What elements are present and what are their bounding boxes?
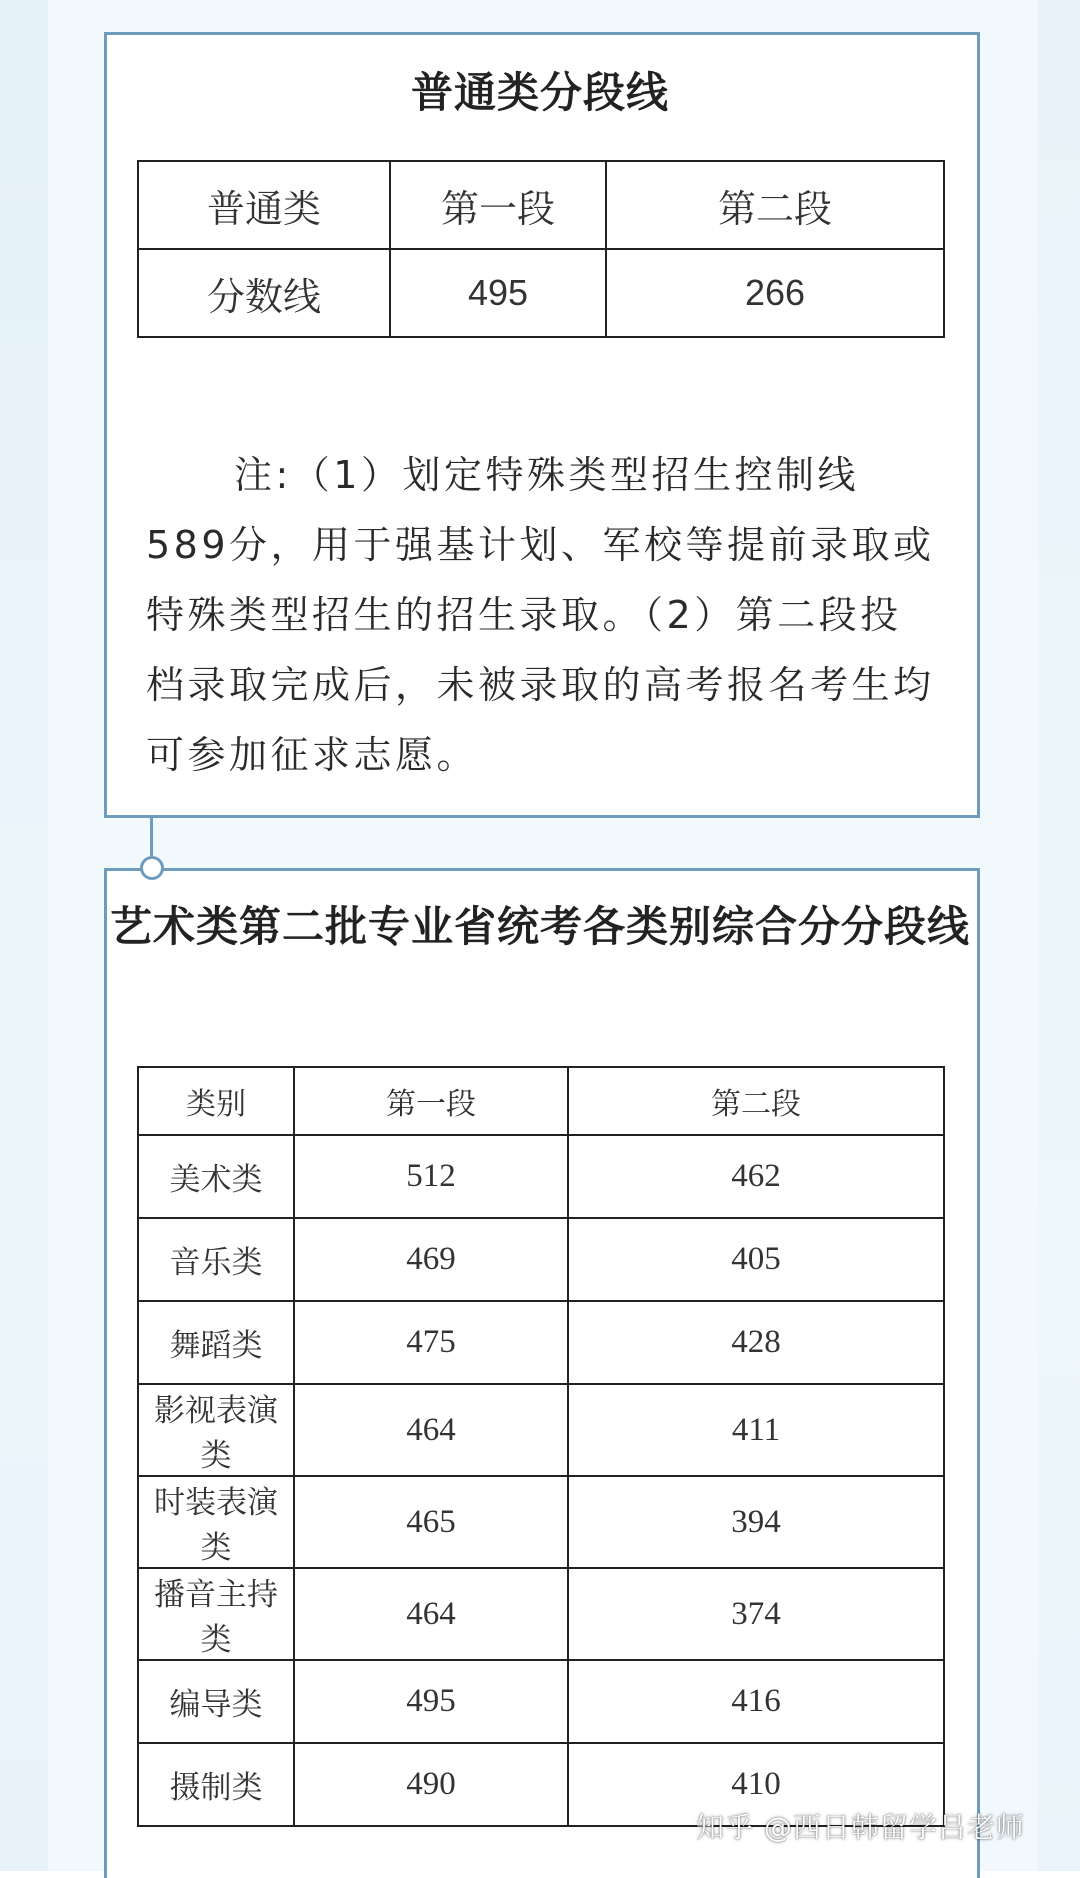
cell-value: 469 [294,1218,568,1301]
art-score-table [137,1066,945,1827]
cell-value: 405 [568,1218,944,1301]
cell-value: 411 [568,1384,944,1476]
row-label: 摄制类 [138,1743,294,1826]
header-cell: 普通类 [138,161,390,249]
table-row [138,1218,944,1301]
header-cell: 第二段 [606,161,944,249]
row-label: 美术类 [138,1135,294,1218]
cell-value: 495 [390,249,606,337]
header-cell: 类别 [138,1067,294,1135]
table-header-row [138,161,944,249]
table-row [138,1301,944,1384]
row-label: 舞蹈类 [138,1301,294,1384]
table-header-row [138,1067,944,1135]
row-label: 播音主持类 [138,1568,294,1660]
cell-value: 465 [294,1476,568,1568]
section1-title: 普通类分段线 [410,68,669,117]
table-row [138,249,944,337]
table-row [138,1476,944,1568]
row-label: 编导类 [138,1660,294,1743]
cell-value: 394 [568,1476,944,1568]
cell-value: 475 [294,1301,568,1384]
cell-value: 464 [294,1384,568,1476]
note-paragraph: 注:（1）划定特殊类型招生控制线589分，用于强基计划、军校等提前录取或特殊类型招生的招生录取。（2）第二段投档录取完成后，未被录取的高考报名考生均可参加征求志愿。 [146,453,935,777]
row-label: 分数线 [138,249,390,337]
connector-dot [140,856,164,880]
cell-value: 464 [294,1568,568,1660]
table-row [138,1384,944,1476]
cell-value: 462 [568,1135,944,1218]
cell-value: 410 [568,1743,944,1826]
row-label: 影视表演类 [138,1384,294,1476]
cell-value: 374 [568,1568,944,1660]
cell-value: 512 [294,1135,568,1218]
table-row [138,1568,944,1660]
table-row [138,1660,944,1743]
watermark: 知乎 @西日韩留学吕老师 [696,1811,1025,1844]
section2-title: 艺术类第二批专业省统考各类别综合分分段线 [109,902,970,951]
row-label: 时装表演类 [138,1476,294,1568]
header-cell: 第一段 [294,1067,568,1135]
cell-value: 416 [568,1660,944,1743]
cell-value: 428 [568,1301,944,1384]
cell-value: 266 [606,249,944,337]
row-label: 音乐类 [138,1218,294,1301]
header-cell: 第一段 [390,161,606,249]
cell-value: 490 [294,1743,568,1826]
header-cell: 第二段 [568,1067,944,1135]
general-score-table [137,160,945,338]
cell-value: 495 [294,1660,568,1743]
table-row [138,1135,944,1218]
